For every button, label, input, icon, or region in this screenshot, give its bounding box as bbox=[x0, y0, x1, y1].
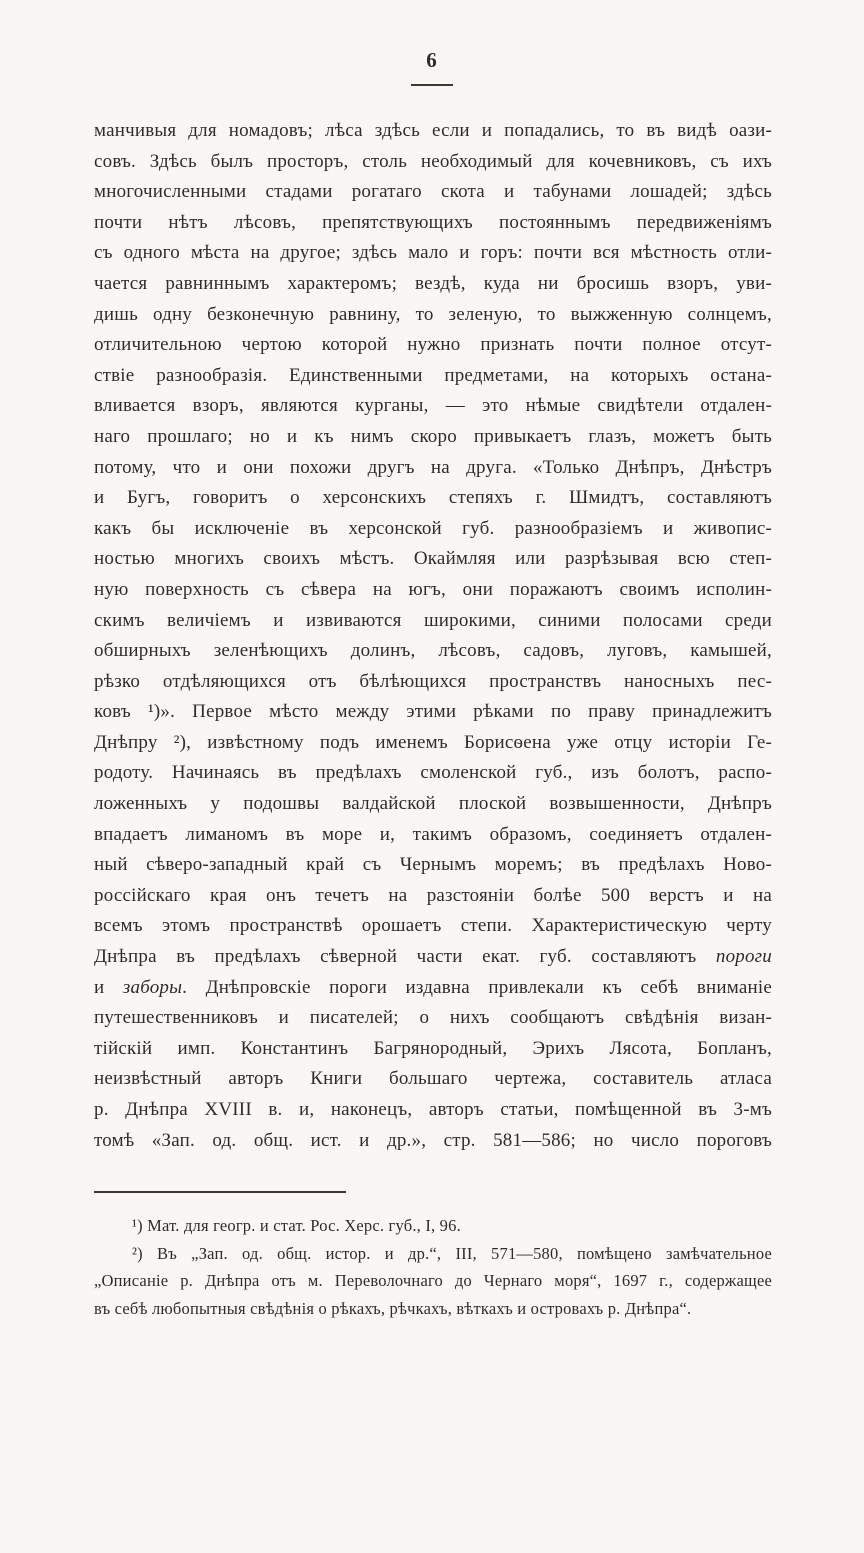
text-segment: и bbox=[94, 976, 123, 998]
text-segment: ковъ ¹)». Первое мѣсто между этими рѣками по праву принадлежитъ bbox=[94, 701, 772, 723]
text-segment: почти нѣтъ лѣсовъ, препятствующихъ постояннымъ передвиженіямъ bbox=[94, 211, 772, 233]
text-segment: ностью многихъ своихъ мѣстъ. Окаймляя или разрѣзывая всю степ- bbox=[94, 548, 772, 570]
text-segment: томѣ «Зап. од. общ. ист. и др.», стр. 581—586; но число пороговъ bbox=[94, 1129, 772, 1151]
text-segment: родоту. Начинаясь въ предѣлахъ смоленской губ., изъ болотъ, распо- bbox=[94, 762, 772, 784]
body-line bbox=[94, 483, 772, 514]
page-number-underline bbox=[411, 84, 453, 86]
text-segment: ный сѣверо-западный край съ Чернымъ моремъ; въ предѣлахъ Ново- bbox=[94, 854, 772, 876]
text-segment: манчивыя для номадовъ; лѣса здѣсь если и попадались, то въ видѣ оази- bbox=[94, 120, 772, 141]
footnote-line: въ себѣ любопытныя свѣдѣнія о рѣкахъ, рѣчкахъ, вѣткахъ и островахъ р. Днѣпра“. bbox=[94, 1298, 692, 1318]
text-segment: путешественниковъ и писателей; о нихъ сообщаютъ свѣдѣнія визан- bbox=[94, 1007, 772, 1029]
body-line bbox=[94, 575, 772, 606]
body-line bbox=[94, 422, 772, 453]
body-line bbox=[94, 269, 772, 300]
body-line bbox=[94, 361, 772, 392]
body-line bbox=[94, 911, 772, 942]
body-line bbox=[94, 1126, 772, 1157]
emphasized-term: пороги bbox=[715, 946, 772, 968]
body-line bbox=[94, 606, 772, 637]
body-line bbox=[94, 300, 772, 331]
text-segment: неизвѣстный авторъ Книги большаго чертежа, составитель атласа bbox=[94, 1068, 772, 1090]
text-segment: тійскій имп. Константинъ Багрянородный, Эрихъ Лясота, Бопланъ, bbox=[94, 1037, 772, 1059]
body-line bbox=[94, 942, 772, 973]
body-line bbox=[94, 1003, 772, 1034]
body-line bbox=[94, 820, 772, 851]
text-segment: . Днѣпровскіе пороги издавна привлекали къ себѣ вниманіе bbox=[182, 976, 772, 998]
text-segment: р. Днѣпра XVIII в. и, наконецъ, авторъ статьи, помѣщенной въ 3-мъ bbox=[94, 1099, 772, 1120]
footnote-separator bbox=[94, 1191, 346, 1193]
body-line bbox=[94, 208, 772, 239]
text-segment: ную поверхность съ сѣвера на югъ, они поражаютъ своимъ исполин- bbox=[94, 578, 772, 600]
body-line bbox=[94, 850, 772, 881]
text-segment: Днѣпра въ предѣлахъ сѣверной части екат. губ. составляютъ bbox=[94, 946, 716, 968]
body-line bbox=[94, 758, 772, 789]
text-segment: ствіе разнообразія. Единственными предметами, на которыхъ остана- bbox=[94, 364, 772, 386]
page-number: 6 bbox=[426, 48, 438, 72]
text-segment: съ одного мѣста на другое; здѣсь мало и горъ: почти вся мѣстность отли- bbox=[94, 242, 772, 264]
footnote-line: ²) Въ „Зап. од. общ. истор. и др.“, III, 571—580, помѣщено замѣчательное bbox=[132, 1243, 772, 1263]
text-segment: потому, что и они похожи другъ на друга. «Только Днѣпръ, Днѣстръ bbox=[94, 456, 772, 478]
body-line bbox=[94, 789, 772, 820]
text-segment: всемъ этомъ пространствѣ орошаетъ степи. Характеристическую черту bbox=[94, 915, 772, 937]
body-line bbox=[94, 973, 772, 1004]
text-segment: обширныхъ зеленѣющихъ долинъ, лѣсовъ, садовъ, луговъ, камышей, bbox=[94, 640, 772, 662]
text-segment: многочисленными стадами рогатаго скота и табунами лошадей; здѣсь bbox=[94, 181, 772, 203]
text-segment: какъ бы исключеніе въ херсонской губ. разнообразіемъ и живопис- bbox=[94, 517, 772, 539]
body-line bbox=[94, 728, 772, 759]
body-line bbox=[94, 238, 772, 269]
text-segment: рѣзко отдѣляющихся отъ бѣлѣющихся пространствъ наносныхъ пес- bbox=[94, 670, 772, 692]
body-line bbox=[94, 116, 772, 147]
body-line bbox=[94, 391, 772, 422]
body-line bbox=[94, 1034, 772, 1065]
emphasized-term: заборы bbox=[122, 976, 183, 998]
body-line bbox=[94, 330, 772, 361]
body-text bbox=[94, 116, 772, 1156]
body-line bbox=[94, 697, 772, 728]
text-segment: дишь одну безконечную равнину, то зеленую, то выжженную солнцемъ, bbox=[94, 303, 772, 325]
footnote-line: ¹) Мат. для геогр. и стат. Рос. Херс. губ., I, 96. bbox=[132, 1216, 461, 1235]
text-segment: отличительною чертою которой нужно признать почти полное отсут- bbox=[94, 334, 772, 356]
text-segment: впадаетъ лиманомъ въ море и, такимъ образомъ, соединяетъ отдален- bbox=[94, 823, 772, 845]
text-segment: и Бугъ, говоритъ о херсонскихъ степяхъ г. Шмидтъ, составляютъ bbox=[94, 487, 772, 509]
text-segment: наго прошлаго; но и къ нимъ скоро привыкаетъ глазъ, можетъ быть bbox=[94, 425, 772, 447]
body-line bbox=[94, 636, 772, 667]
body-line bbox=[94, 1095, 772, 1126]
body-line bbox=[94, 1064, 772, 1095]
body-line bbox=[94, 667, 772, 698]
text-segment: чается равниннымъ характеромъ; вездѣ, куда ни бросишь взоръ, уви- bbox=[94, 272, 772, 294]
text-segment: ложенныхъ у подошвы валдайской плоской возвышенности, Днѣпръ bbox=[94, 793, 772, 815]
body-line bbox=[94, 177, 772, 208]
body-line bbox=[94, 514, 772, 545]
footnotes bbox=[94, 1212, 772, 1322]
footnote-line: „Описаніе р. Днѣпра отъ м. Переволочнаго до Чернаго моря“, 1697 г., содержащее bbox=[94, 1271, 772, 1290]
body-line bbox=[94, 453, 772, 484]
body-line bbox=[94, 544, 772, 575]
text-segment: вливается взоръ, являются курганы, — это нѣмые свидѣтели отдален- bbox=[94, 395, 772, 417]
body-line bbox=[94, 147, 772, 178]
text-segment: скимъ величіемъ и извиваются широкими, синими полосами среди bbox=[94, 609, 772, 631]
body-line bbox=[94, 881, 772, 912]
text-segment: Днѣпру ²), извѣстному подъ именемъ Борисѳена уже отцу исторіи Ге- bbox=[94, 731, 772, 753]
text-segment: россійскаго края онъ течетъ на разстояніи болѣе 500 верстъ и на bbox=[94, 884, 772, 906]
text-segment: совъ. Здѣсь былъ просторъ, столь необходимый для кочевниковъ, съ ихъ bbox=[94, 150, 772, 172]
